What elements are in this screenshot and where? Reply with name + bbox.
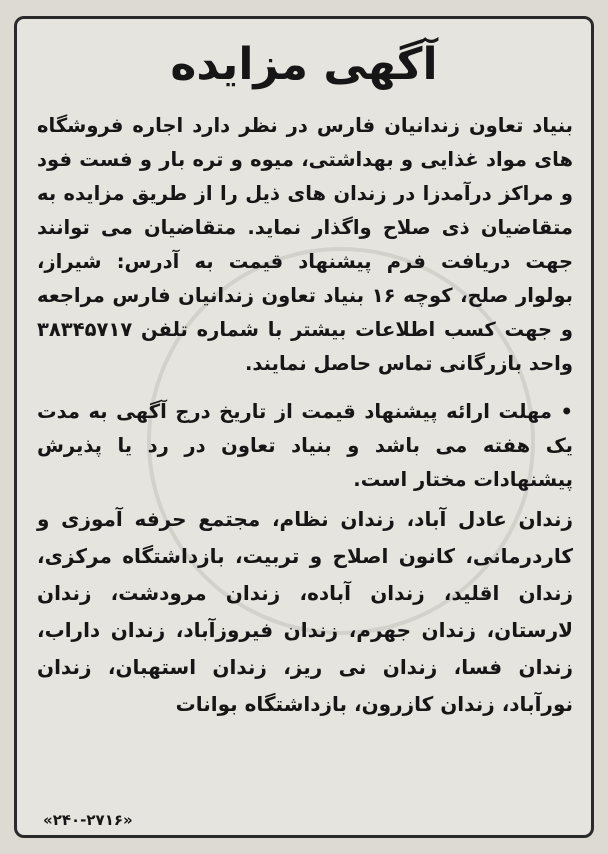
notice-body <box>37 109 573 723</box>
notice-deadline: • مهلت ارائه پیشنهاد قیمت از تاریخ درج آگهی به مدت یک هفته می باشد و بنیاد تعاون در رد یا پذیرش پیشنهادات مختار است. <box>37 400 573 491</box>
notice-title: آگهی مزایده <box>170 39 438 90</box>
auction-notice <box>14 16 594 838</box>
prison-list: زندان عادل آباد، زندان نظام، مجتمع حرفه آموزی و کاردرمانی، کانون اصلاح و تربیت، بازداشتگاه مرکزی، زندان اقلید، زندان آباده، زندان مرودشت، زندان لارستان، زندان جهرم، زندان فیروزآباد، زندان داراب، زندان فسا، زندان نی ریز، زندان استهبان، زندان نورآباد، زندان کازرون، بازداشتگاه بوانات <box>37 507 573 716</box>
notice-paragraph: بنیاد تعاون زندانیان فارس در نظر دارد اجاره فروشگاه های مواد غذایی و بهداشتی، میوه و تره بار و فست فود و مراکز درآمدزا در زندان های ذیل را از طریق مزایده به متقاضیان ذی صلاح واگذار نماید. متقاضیان می توانند جهت دریافت فرم پیشنهاد قیمت به آدرس: شیراز، بولوار صلح، کوچه ۱۶ بنیاد تعاون زندانیان فارس مراجعه و جهت کسب اطلاعات بیشتر با شماره تلفن ۳۸۳۴۵۷۱۷ واحد بازرگانی تماس حاصل نمایند. <box>37 114 573 375</box>
ad-code: «۲۴۰-۲۷۱۶» <box>43 811 133 829</box>
